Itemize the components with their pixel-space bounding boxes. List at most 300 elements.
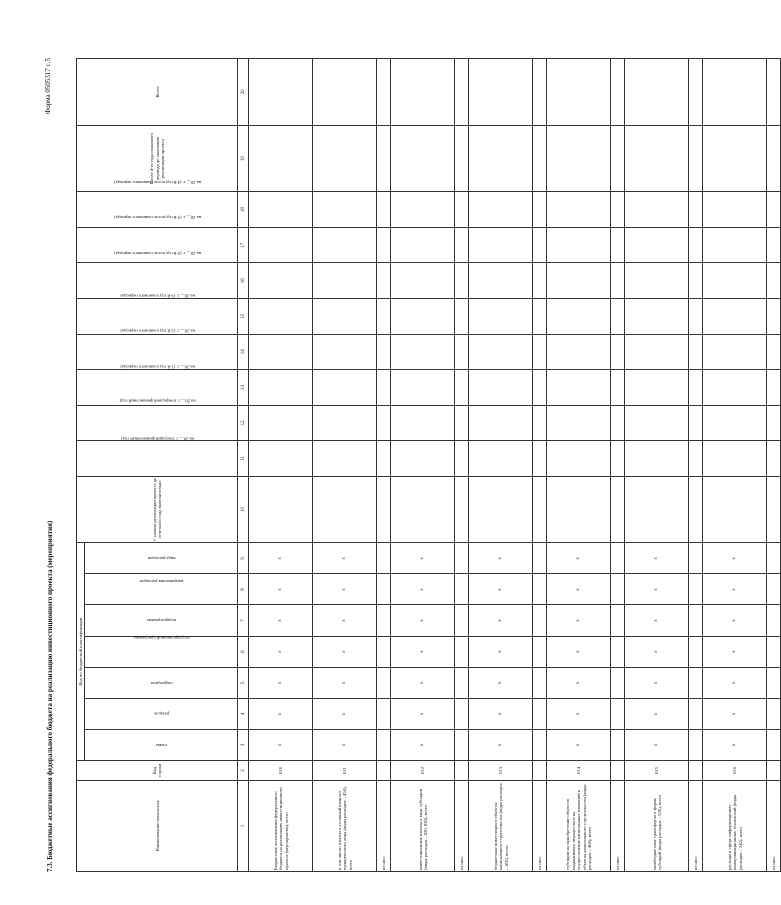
row-sub-label: из них: (611, 780, 625, 871)
row-value-cell (455, 405, 469, 441)
row-value-cell (767, 441, 781, 477)
row-value-cell (391, 370, 455, 406)
row-value-cell (767, 636, 781, 667)
row-value-cell (767, 192, 781, 228)
subcol-subprogram: подпрограммы (85, 605, 238, 636)
row-value-cell (611, 405, 625, 441)
row-mark: х (313, 636, 377, 667)
row-name: инвестиционные взносы в виде субсидии (виды расходов – 820, 830), всего (391, 780, 455, 871)
row-value-cell (689, 636, 703, 667)
row-sub-label: из них: (455, 780, 469, 871)
row-value-cell (767, 605, 781, 636)
row-mark: х (469, 574, 533, 605)
row-value-cell (767, 476, 781, 543)
row-value-cell (703, 476, 767, 543)
row-value-cell (625, 227, 689, 263)
row-value-cell (689, 476, 703, 543)
row-value-cell (313, 125, 377, 192)
table-row (377, 59, 391, 872)
row-value-cell (703, 298, 767, 334)
row-value-cell (533, 760, 547, 780)
row-value-cell (455, 227, 469, 263)
row-mark: х (313, 729, 377, 760)
col-total-header: Всего (77, 59, 238, 126)
row-value-cell (391, 441, 455, 477)
row-code: 014 (547, 760, 611, 780)
row-value-cell (469, 59, 533, 126)
row-mark: х (249, 636, 313, 667)
row-mark: х (547, 636, 611, 667)
row-value-cell (625, 441, 689, 477)
row-value-cell (313, 59, 377, 126)
row-name: бюджетные инвестиции в объекты капитального строительства (виды расходов – 410), всего (469, 780, 533, 871)
row-value-cell (689, 59, 703, 126)
col-budget-class-header: Код по бюджетной классификации (77, 543, 85, 761)
row-value-cell (249, 59, 313, 126)
row-value-cell (377, 729, 391, 760)
row-mark: х (469, 636, 533, 667)
row-value-cell (767, 543, 781, 574)
row-value-cell (469, 298, 533, 334)
row-value-cell (625, 298, 689, 334)
col-after-4-header: на 20__ г. (4-й год после планового периода) (77, 192, 238, 228)
row-value-cell (689, 298, 703, 334)
row-value-cell (767, 298, 781, 334)
row-value-cell (469, 476, 533, 543)
row-value-cell (625, 370, 689, 406)
row-sub-label: из них: (377, 780, 391, 871)
row-value-cell (767, 698, 781, 729)
row-name: субсидии на приобретение объектов недвижимого имущества и на осуществление капитальных вложений в объекты капитального строительства (виды расходов – 460), всего (547, 780, 611, 871)
row-name: расходы в сфере информационно-коммуникационных технологий (виды расходов – 242), всего (703, 780, 767, 871)
row-value-cell (767, 263, 781, 299)
row-name: в том числе: взносы в уставный капитал юридического лица (виды расходов – 450), всего (313, 780, 377, 871)
row-value-cell (767, 370, 781, 406)
row-value-cell (469, 227, 533, 263)
row-value-cell (547, 405, 611, 441)
row-value-cell (625, 125, 689, 192)
row-mark: х (313, 698, 377, 729)
row-value-cell (377, 574, 391, 605)
row-value-cell (689, 543, 703, 574)
table-row (703, 59, 767, 872)
row-value-cell (689, 263, 703, 299)
row-mark: х (391, 574, 455, 605)
row-value-cell (533, 334, 547, 370)
col-plan-3-header: на 20__ г. (3-й год планового периода) (77, 298, 238, 334)
row-value-cell (689, 125, 703, 192)
row-value-cell (611, 370, 625, 406)
row-value-cell (469, 263, 533, 299)
col-next-year-header: на 20__ г. (очередной финансовый год) (77, 405, 238, 441)
row-value-cell (455, 334, 469, 370)
row-value-cell (533, 59, 547, 126)
row-value-cell (249, 298, 313, 334)
row-mark: х (547, 729, 611, 760)
row-value-cell (625, 192, 689, 228)
row-value-cell (533, 636, 547, 667)
row-value-cell (455, 370, 469, 406)
row-value-cell (249, 192, 313, 228)
row-mark: х (391, 636, 455, 667)
row-mark: х (469, 698, 533, 729)
row-value-cell (611, 605, 625, 636)
row-value-cell (703, 370, 767, 406)
row-value-cell (455, 760, 469, 780)
row-value-cell (533, 543, 547, 574)
row-value-cell (533, 476, 547, 543)
col-name-header: Наименование показателя (77, 780, 238, 871)
row-value-cell (249, 476, 313, 543)
row-value-cell (377, 125, 391, 192)
row-value-cell (377, 667, 391, 698)
row-sub-label: из них: (533, 780, 547, 871)
row-value-cell (377, 760, 391, 780)
row-value-cell (377, 698, 391, 729)
row-value-cell (455, 298, 469, 334)
row-value-cell (703, 263, 767, 299)
column-numbers-row: 1 2 3 4 5 6 7 8 9 10 11 12 13 14 15 16 17 18 19 20 (238, 59, 249, 872)
row-value-cell (703, 59, 767, 126)
row-value-cell (313, 192, 377, 228)
row-value-cell (391, 263, 455, 299)
col-plan-2-header: на 20__ г. (2-й год планового периода) (77, 334, 238, 370)
row-value-cell (767, 125, 781, 192)
row-value-cell (547, 125, 611, 192)
row-value-cell (391, 334, 455, 370)
row-value-cell (689, 192, 703, 228)
row-code: 011 (313, 760, 377, 780)
table-body (249, 59, 781, 872)
row-value-cell (377, 476, 391, 543)
row-mark: х (391, 698, 455, 729)
table-row (611, 59, 625, 872)
row-value-cell (455, 698, 469, 729)
row-value-cell (469, 370, 533, 406)
row-value-cell (767, 574, 781, 605)
row-mark: х (703, 698, 767, 729)
col-after-2-header: на 20__ г. (2-й год после планового периода) (77, 263, 238, 299)
row-value-cell (533, 698, 547, 729)
row-value-cell (547, 192, 611, 228)
row-value-cell (249, 441, 313, 477)
row-value-cell (313, 370, 377, 406)
row-value-cell (377, 605, 391, 636)
row-value-cell (533, 574, 547, 605)
row-value-cell (377, 334, 391, 370)
row-value-cell (533, 441, 547, 477)
row-mark: х (469, 667, 533, 698)
table-row (547, 59, 611, 872)
row-value-cell (611, 227, 625, 263)
col-after-4-to-end-header: После 4-го года планового периода до окончания реализации проекта (77, 125, 238, 192)
row-value-cell (377, 263, 391, 299)
row-mark: х (469, 605, 533, 636)
row-mark: х (313, 605, 377, 636)
col-plan-1-header: на 20__ г. (1-й год планового периода) (77, 370, 238, 406)
row-value-cell (455, 605, 469, 636)
row-mark: х (625, 698, 689, 729)
row-value-cell (313, 405, 377, 441)
row-value-cell (533, 125, 547, 192)
row-mark: х (249, 698, 313, 729)
row-value-cell (249, 125, 313, 192)
row-value-cell (611, 574, 625, 605)
row-mark: х (625, 605, 689, 636)
row-value-cell (377, 298, 391, 334)
form-number: Форма 0505317 с.5 (44, 58, 52, 115)
row-value-cell (689, 334, 703, 370)
row-value-cell (547, 476, 611, 543)
row-mark: х (249, 543, 313, 574)
row-code: 013 (469, 760, 533, 780)
row-mark: х (469, 729, 533, 760)
row-value-cell (689, 227, 703, 263)
table-row (249, 59, 313, 872)
table-row (767, 59, 781, 872)
row-value-cell (313, 441, 377, 477)
row-value-cell (689, 405, 703, 441)
row-value-cell (703, 441, 767, 477)
row-value-cell (767, 667, 781, 698)
row-value-cell (767, 227, 781, 263)
row-value-cell (455, 125, 469, 192)
row-value-cell (313, 476, 377, 543)
row-value-cell (611, 263, 625, 299)
subcol-expense-type: вида расходов (85, 543, 238, 574)
row-value-cell (469, 441, 533, 477)
row-value-cell (547, 370, 611, 406)
row-value-cell (611, 636, 625, 667)
row-value-cell (547, 441, 611, 477)
row-value-cell (455, 729, 469, 760)
row-value-cell (611, 729, 625, 760)
row-value-cell (767, 334, 781, 370)
row-mark: х (469, 543, 533, 574)
row-mark: х (249, 729, 313, 760)
rotated-sheet (40, 50, 777, 880)
row-value-cell (249, 227, 313, 263)
row-value-cell (611, 125, 625, 192)
row-value-cell (547, 334, 611, 370)
row-mark: х (547, 574, 611, 605)
table-row (391, 59, 455, 872)
row-value-cell (313, 298, 377, 334)
row-value-cell (455, 476, 469, 543)
subcol-direction: направления расходов (85, 574, 238, 605)
row-value-cell (455, 667, 469, 698)
subcol-chapter: главы (85, 729, 238, 760)
row-value-cell (689, 605, 703, 636)
row-value-cell (689, 370, 703, 406)
row-value-cell (625, 334, 689, 370)
row-mark: х (391, 667, 455, 698)
row-value-cell (547, 227, 611, 263)
row-value-cell (611, 334, 625, 370)
row-value-cell (533, 605, 547, 636)
row-value-cell (611, 441, 625, 477)
row-value-cell (625, 263, 689, 299)
row-value-cell (391, 476, 455, 543)
row-mark: х (625, 574, 689, 605)
row-mark: х (313, 543, 377, 574)
row-value-cell (377, 441, 391, 477)
subcol-subsection: подраздела (85, 667, 238, 698)
row-value-cell (469, 192, 533, 228)
row-value-cell (767, 760, 781, 780)
table-row (625, 59, 689, 872)
row-value-cell (611, 667, 625, 698)
row-mark: х (703, 605, 767, 636)
table-row (689, 59, 703, 872)
row-value-cell (611, 476, 625, 543)
col-line-code-header: Код строки (77, 760, 238, 780)
row-value-cell (455, 636, 469, 667)
row-code: 016 (703, 760, 767, 780)
row-value-cell (249, 370, 313, 406)
row-mark: х (547, 667, 611, 698)
row-value-cell (533, 263, 547, 299)
row-value-cell (455, 441, 469, 477)
row-value-cell (611, 760, 625, 780)
row-mark: х (391, 543, 455, 574)
row-value-cell (249, 334, 313, 370)
row-value-cell (533, 298, 547, 334)
row-value-cell (313, 227, 377, 263)
row-mark: х (703, 729, 767, 760)
row-sub-label: из них: (767, 780, 781, 871)
row-value-cell (469, 125, 533, 192)
row-value-cell (611, 298, 625, 334)
row-value-cell (391, 192, 455, 228)
col-current-year-header: на 20__ г. (текущий финансовый год) (77, 441, 238, 477)
row-value-cell (689, 698, 703, 729)
row-value-cell (455, 574, 469, 605)
row-value-cell (611, 59, 625, 126)
row-value-cell (533, 667, 547, 698)
row-value-cell (249, 405, 313, 441)
row-value-cell (391, 227, 455, 263)
row-value-cell (767, 729, 781, 760)
col-after-3-header: на 20__ г. (3-й год после планового периода) (77, 227, 238, 263)
subcol-state-program: государственной программы (85, 636, 238, 667)
row-mark: х (703, 574, 767, 605)
row-value-cell (455, 59, 469, 126)
row-value-cell (625, 476, 689, 543)
row-value-cell (469, 334, 533, 370)
row-code: 010 (249, 760, 313, 780)
row-mark: х (625, 667, 689, 698)
table-row (533, 59, 547, 872)
row-value-cell (625, 59, 689, 126)
row-value-cell (703, 125, 767, 192)
row-mark: х (313, 667, 377, 698)
row-value-cell (455, 263, 469, 299)
row-value-cell (703, 334, 767, 370)
row-name: Бюджетные ассигнования федерального бюджета на реализацию инвестиционного проекта (мероприятия), всего (249, 780, 313, 871)
row-value-cell (533, 370, 547, 406)
row-value-cell (313, 334, 377, 370)
row-value-cell (377, 543, 391, 574)
row-mark: х (547, 543, 611, 574)
row-value-cell (391, 125, 455, 192)
row-value-cell (689, 667, 703, 698)
row-value-cell (547, 59, 611, 126)
row-mark: х (391, 729, 455, 760)
table-row (469, 59, 533, 872)
row-value-cell (533, 192, 547, 228)
subcol-section: раздела (85, 698, 238, 729)
row-value-cell (533, 227, 547, 263)
row-value-cell (547, 298, 611, 334)
row-code: 012 (391, 760, 455, 780)
row-value-cell (377, 370, 391, 406)
row-code: 015 (625, 760, 689, 780)
row-mark: х (249, 667, 313, 698)
row-value-cell (377, 192, 391, 228)
row-value-cell (703, 192, 767, 228)
row-value-cell (611, 192, 625, 228)
row-mark: х (625, 636, 689, 667)
row-value-cell (377, 227, 391, 263)
row-value-cell (313, 263, 377, 299)
row-value-cell (625, 405, 689, 441)
row-mark: х (703, 543, 767, 574)
row-value-cell (249, 263, 313, 299)
row-value-cell (377, 405, 391, 441)
row-value-cell (703, 405, 767, 441)
row-value-cell (611, 698, 625, 729)
row-value-cell (391, 298, 455, 334)
row-value-cell (703, 227, 767, 263)
row-mark: х (703, 667, 767, 698)
row-value-cell (767, 59, 781, 126)
budget-table (76, 58, 781, 872)
row-mark: х (313, 574, 377, 605)
row-value-cell (767, 405, 781, 441)
row-mark: х (625, 729, 689, 760)
row-value-cell (689, 729, 703, 760)
row-value-cell (611, 543, 625, 574)
row-mark: х (249, 574, 313, 605)
row-mark: х (249, 605, 313, 636)
row-sub-label: из них: (689, 780, 703, 871)
row-value-cell (547, 263, 611, 299)
row-value-cell (533, 729, 547, 760)
row-mark: х (703, 636, 767, 667)
row-mark: х (625, 543, 689, 574)
row-value-cell (455, 543, 469, 574)
row-value-cell (533, 405, 547, 441)
row-value-cell (689, 760, 703, 780)
row-mark: х (391, 605, 455, 636)
row-name: межбюджетные трансферты в форме субсидий (виды расходов – 520), всего (625, 780, 689, 871)
table-row (455, 59, 469, 872)
section-caption: 7.3. Бюджетные ассигнования федерального бюджета на реализацию инвестиционного проекта (мероприятия) (46, 520, 54, 872)
row-value-cell (391, 405, 455, 441)
col-since-start-header: С начала реализации проекта до отчетного года включительно (77, 476, 238, 543)
row-value-cell (455, 192, 469, 228)
row-mark: х (547, 605, 611, 636)
row-value-cell (377, 636, 391, 667)
table-row (313, 59, 377, 872)
row-value-cell (469, 405, 533, 441)
row-value-cell (391, 59, 455, 126)
row-mark: х (547, 698, 611, 729)
row-value-cell (689, 574, 703, 605)
row-value-cell (689, 441, 703, 477)
row-value-cell (377, 59, 391, 126)
